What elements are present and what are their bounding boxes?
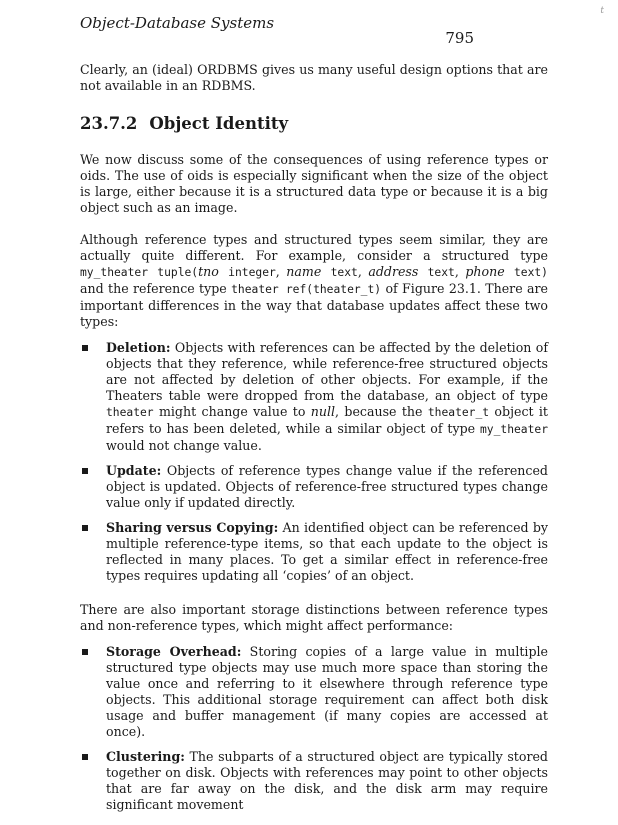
running-title: Object-Database Systems bbox=[80, 14, 275, 32]
italic-run: address bbox=[368, 264, 419, 279]
bullet-square-icon bbox=[82, 525, 88, 531]
text-run: might change value to bbox=[153, 404, 311, 419]
intro-paragraph: Clearly, an (ideal) ORDBMS gives us many useful design options that are not available in an RDBMS. bbox=[80, 62, 548, 93]
bullet-square-icon bbox=[82, 468, 88, 474]
italic-run: phone bbox=[465, 264, 505, 279]
text-run: , bbox=[357, 264, 369, 279]
code-run: theater bbox=[106, 406, 154, 419]
paragraph-reference-vs-structured bbox=[80, 232, 548, 330]
list-item bbox=[80, 463, 548, 511]
code-run: integer bbox=[218, 266, 276, 279]
text-run: Objects of reference types change value if the referenced object is updated. Objects of reference-free structured types change value only if updated directly. bbox=[106, 463, 548, 510]
text-run: , because the bbox=[335, 404, 428, 419]
text-run: Storing copies of a large value in multiple structured type objects may use much more space than storing the value once and referring to it elsewhere through reference type objects. This additional storage requirement can affect both disk usage and buffer management (if many copies are accessed at once). bbox=[106, 644, 549, 739]
page-number: 795 bbox=[445, 29, 474, 47]
text-run: object it refers to has been deleted, while a similar object of type bbox=[106, 404, 548, 436]
page-body bbox=[80, 62, 548, 825]
text-run: of Figure 23.1. There are important differences in the way that database updates affect these two types: bbox=[80, 281, 548, 329]
code-run: text) bbox=[504, 266, 548, 279]
italic-run: null bbox=[310, 404, 336, 419]
bullet-square-icon bbox=[82, 649, 88, 655]
bullet-term: Update: bbox=[106, 463, 162, 478]
list-item bbox=[80, 340, 548, 454]
code-run: text bbox=[321, 266, 358, 279]
section-heading bbox=[80, 114, 548, 134]
section-number: 23.7.2 bbox=[80, 114, 138, 133]
text-run: and the reference type bbox=[80, 281, 232, 296]
code-run: text bbox=[418, 266, 455, 279]
bullet-square-icon bbox=[82, 345, 88, 351]
text-run: Although reference types and structured types seem similar, they are actually quite different. For example, consider a structured type bbox=[80, 232, 548, 263]
paragraph-oids: We now discuss some of the consequences of using reference types or oids. The use of oids is especially significant when the size of the object is large, either because it is a structured data type or because it is a big object such as an image. bbox=[80, 152, 548, 215]
list-item bbox=[80, 749, 548, 813]
bullet-term: Sharing versus Copying: bbox=[106, 520, 279, 535]
running-header bbox=[80, 14, 546, 47]
text-run: Objects with references can be affected by the deletion of objects that they reference, while reference-free structured objects are not affected by deletion of other objects. For example, if the Theaters table were dropped from the database, an object of type bbox=[106, 340, 548, 403]
code-run: my_theater bbox=[479, 423, 548, 436]
corner-mark: t bbox=[600, 6, 604, 16]
code-run: theater ref(theater_t) bbox=[231, 283, 382, 296]
code-run: my_theater tuple( bbox=[80, 266, 199, 279]
list-item bbox=[80, 644, 548, 740]
bullet-square-icon bbox=[82, 754, 88, 760]
bullet-list-update-effects bbox=[80, 340, 548, 584]
code-run: theater_t bbox=[427, 406, 490, 419]
italic-run: tno bbox=[198, 264, 219, 279]
bullet-list-storage bbox=[80, 644, 548, 813]
text-run: An identified object can be referenced by multiple reference-type items, so that each update to the object is reflected in many places. To get a similar effect in reference-free types requires updating all ‘copies’ of an object. bbox=[106, 520, 549, 583]
bullet-term: Deletion: bbox=[106, 340, 171, 355]
text-run: , bbox=[454, 264, 466, 279]
list-item bbox=[80, 520, 548, 584]
bullet-term: Storage Overhead: bbox=[106, 644, 242, 659]
text-run: , bbox=[275, 264, 287, 279]
text-run: would not change value. bbox=[106, 438, 262, 453]
paragraph-storage-distinctions: There are also important storage distinctions between reference types and non-reference types, which might affect performance: bbox=[80, 602, 548, 633]
bullet-term: Clustering: bbox=[106, 749, 185, 764]
section-title: Object Identity bbox=[149, 114, 289, 133]
italic-run: name bbox=[286, 264, 322, 279]
text-run: The subparts of a structured object are typically stored together on disk. Objects with references may point to other objects that are far away on the disk, and the disk arm may require significant movement bbox=[106, 749, 548, 812]
